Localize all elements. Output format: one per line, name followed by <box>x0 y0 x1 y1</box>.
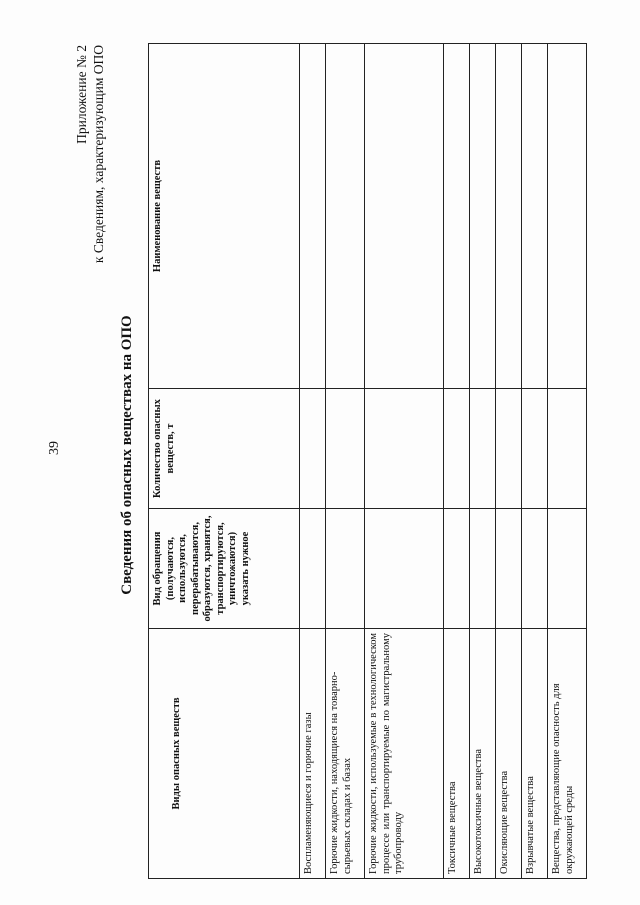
row-label: Высокотоксичные вещества <box>470 629 496 879</box>
table-cell <box>522 44 548 389</box>
header-substance-types: Виды опасных веществ <box>149 629 300 879</box>
table-cell <box>522 509 548 629</box>
row-label: Токсичные вещества <box>444 629 470 879</box>
header-handling-label: Вид обращения (получаются, используются, перерабатываются, образуются, хранятся, транспортируются, уничтожаются) <box>152 515 238 622</box>
table-row <box>470 44 496 879</box>
table-cell <box>300 44 326 389</box>
header-quantity: Количество опасных веществ, т <box>149 389 300 509</box>
table-row <box>522 44 548 879</box>
table-row <box>548 44 587 879</box>
table-cell <box>496 44 522 389</box>
rotated-content <box>5 15 625 895</box>
row-label: Воспламеняющиеся и горючие газы <box>300 629 326 879</box>
table-cell <box>522 389 548 509</box>
row-label: Горючие жидкости, используемые в технологическом процессе или транспортируемые по магистральному трубопроводу <box>365 629 444 879</box>
table-cell <box>496 509 522 629</box>
table-row <box>326 44 365 879</box>
table-cell <box>548 509 587 629</box>
page-number: 39 <box>47 441 62 455</box>
table-row <box>496 44 522 879</box>
annex-number: Приложение № 2 <box>74 45 89 144</box>
row-label: Взрывчатые вещества <box>522 629 548 879</box>
table-cell <box>470 509 496 629</box>
table-row <box>444 44 470 879</box>
table-cell <box>326 509 365 629</box>
header-handling-type <box>149 509 300 629</box>
row-label: Окисляющие вещества <box>496 629 522 879</box>
document-title: Сведения об опасных веществах на ОПО <box>119 315 135 595</box>
table-cell <box>548 389 587 509</box>
table-cell <box>326 389 365 509</box>
header-substance-names: Наименование веществ <box>149 44 300 389</box>
table-cell <box>300 389 326 509</box>
header-handling-note: указать нужное <box>239 531 251 606</box>
table-cell <box>365 509 444 629</box>
table-cell <box>444 44 470 389</box>
annex-header <box>73 45 107 263</box>
table-cell <box>496 389 522 509</box>
table-row <box>300 44 326 879</box>
table-cell <box>365 389 444 509</box>
table-cell <box>470 389 496 509</box>
table-cell <box>470 44 496 389</box>
table-header-row <box>149 44 300 879</box>
table-cell <box>444 389 470 509</box>
row-label: Вещества, представляющие опасность для окружающей среды <box>548 629 587 879</box>
hazardous-substances-table <box>148 43 587 879</box>
table-cell <box>548 44 587 389</box>
table-cell <box>300 509 326 629</box>
table-cell <box>365 44 444 389</box>
table-cell <box>444 509 470 629</box>
row-label: Горючие жидкости, находящиеся на товарно-сырьевых складах и базах <box>326 629 365 879</box>
table-row <box>365 44 444 879</box>
table-cell <box>326 44 365 389</box>
annex-subtitle: к Сведениям, характеризующим ОПО <box>91 45 106 264</box>
